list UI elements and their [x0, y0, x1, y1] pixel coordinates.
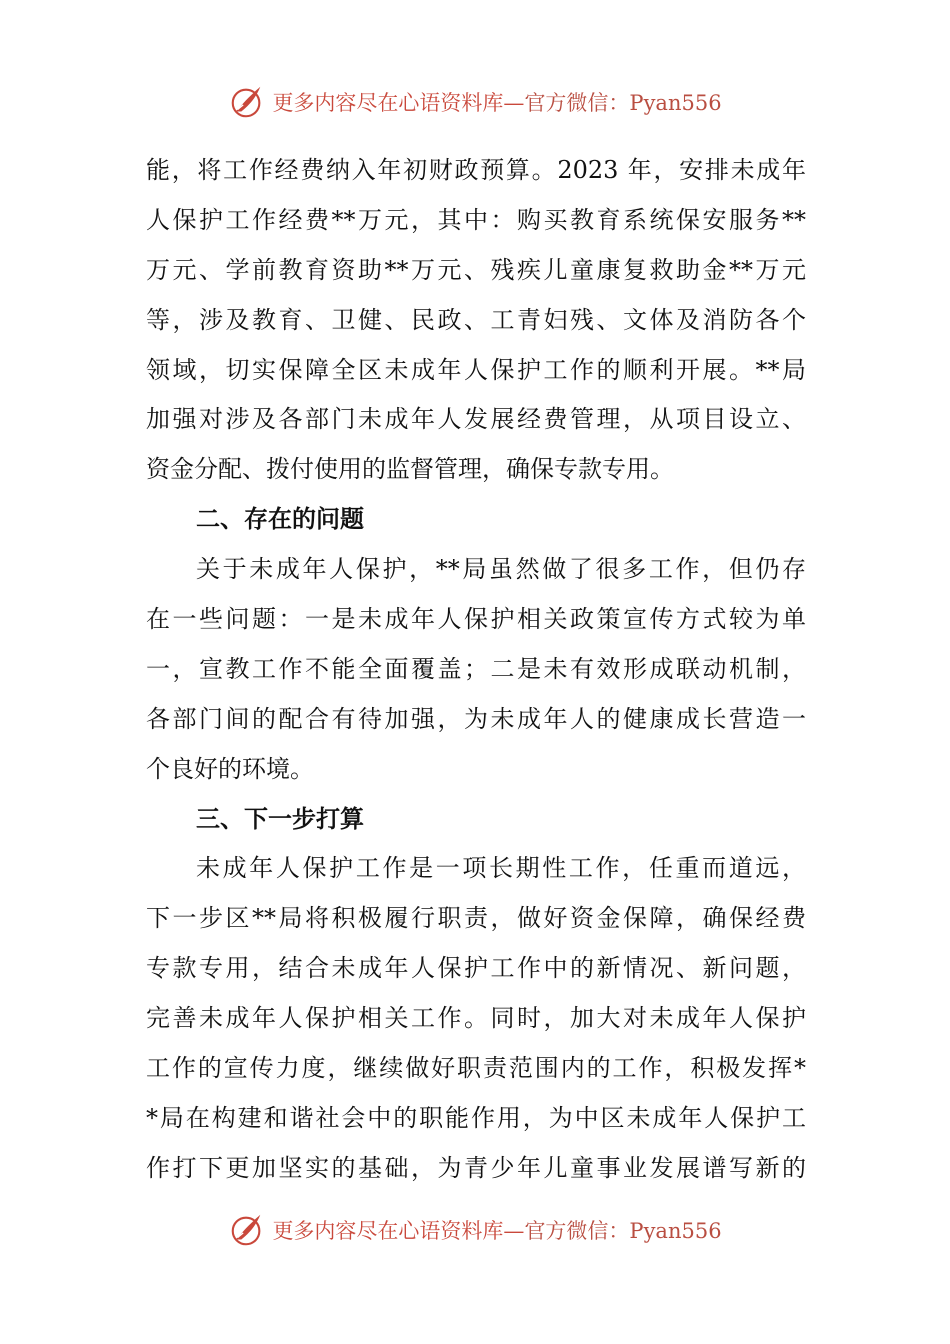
header-banner	[0, 78, 950, 126]
text-line: 在一些问题：一是未成年人保护相关政策宣传方式较为单	[146, 605, 806, 634]
banner-slogan: 更多内容尽在心语资料库—	[272, 91, 525, 115]
text-line: 下一步区**局将积极履行职责，做好资金保障，确保经费	[146, 904, 806, 933]
banner-wechat: 官方微信：Pyan556	[524, 91, 722, 115]
text-line: 资金分配、拨付使用的监督管理，确保专款专用。	[146, 455, 674, 484]
text-line: 人保护工作经费**万元，其中：购买教育系统保安服务**	[146, 205, 806, 234]
text-line: 等，涉及教育、卫健、民政、工青妇残、文体及消防各个	[146, 305, 806, 334]
text-line: 未成年人保护工作是一项长期性工作，任重而道远，	[196, 854, 806, 883]
pen-logo-icon	[228, 83, 266, 121]
footer-banner-text	[272, 1215, 721, 1245]
text-line: 一，宣教工作不能全面覆盖；二是未有效形成联动机制，	[146, 654, 806, 683]
body-text	[146, 146, 806, 1194]
header-banner-text	[272, 87, 721, 117]
text-line: 能，将工作经费纳入年初财政预算。2023 年，安排未成年	[146, 156, 806, 184]
footer-banner	[0, 1206, 950, 1254]
text-line: 领域，切实保障全区未成年人保护工作的顺利开展。**局	[146, 355, 806, 384]
banner-wechat: 官方微信：Pyan556	[524, 1219, 722, 1243]
section-heading-problems: 二、存在的问题	[196, 505, 364, 534]
section-heading-next-steps: 三、下一步打算	[196, 804, 364, 833]
text-line: 专款专用，结合未成年人保护工作中的新情况、新问题，	[146, 954, 806, 983]
text-line: 加强对涉及各部门未成年人发展经费管理，从项目设立、	[146, 405, 806, 434]
text-line: 完善未成年人保护相关工作。同时，加大对未成年人保护	[146, 1004, 806, 1033]
text-line: 工作的宣传力度，继续做好职责范围内的工作，积极发挥*	[146, 1054, 806, 1083]
text-line: *局在构建和谐社会中的职能作用，为中区未成年人保护工	[146, 1103, 806, 1132]
text-line: 个良好的环境。	[146, 754, 314, 783]
text-line: 作打下更加坚实的基础，为青少年儿童事业发展谱写新的	[146, 1153, 806, 1182]
text-line: 各部门间的配合有待加强，为未成年人的健康成长营造一	[146, 704, 806, 733]
pen-logo-icon	[228, 1211, 266, 1249]
banner-slogan: 更多内容尽在心语资料库—	[272, 1219, 525, 1243]
text-line: 万元、学前教育资助**万元、残疾儿童康复救助金**万元	[146, 255, 806, 284]
text-line: 关于未成年人保护，**局虽然做了很多工作，但仍存	[196, 555, 806, 584]
